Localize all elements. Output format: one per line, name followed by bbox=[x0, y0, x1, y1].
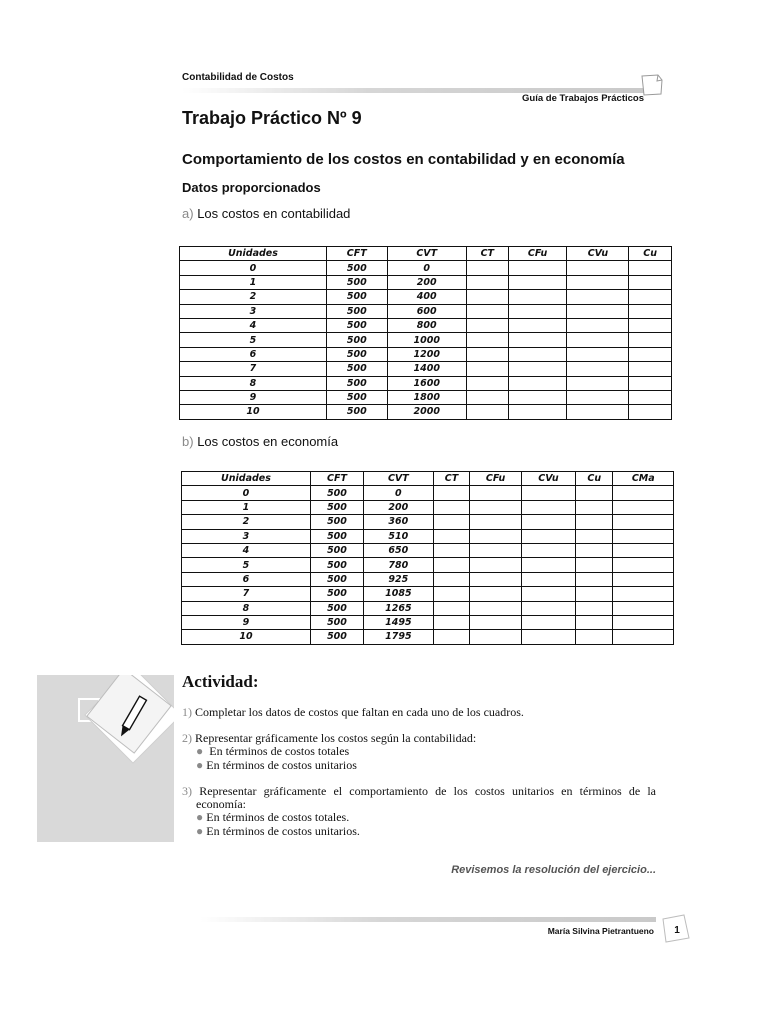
table-cell bbox=[613, 615, 674, 629]
table-row bbox=[182, 587, 674, 601]
table-cell bbox=[521, 558, 575, 572]
table-cell bbox=[521, 587, 575, 601]
table-cell: 4 bbox=[182, 543, 311, 557]
table-cell bbox=[576, 572, 613, 586]
table-cell: 2 bbox=[180, 290, 327, 304]
table-cell bbox=[521, 486, 575, 500]
table-cell: 9 bbox=[180, 390, 327, 404]
table-cell: 500 bbox=[326, 376, 387, 390]
table-cell bbox=[613, 558, 674, 572]
table-cell bbox=[466, 290, 508, 304]
table-cell: 9 bbox=[182, 615, 311, 629]
table-row bbox=[182, 558, 674, 572]
table-cell bbox=[613, 587, 674, 601]
table-cell bbox=[613, 515, 674, 529]
table-cell: 500 bbox=[326, 275, 387, 289]
table-cell: 7 bbox=[182, 587, 311, 601]
table-cell bbox=[576, 587, 613, 601]
table-cell bbox=[508, 376, 567, 390]
table-cell bbox=[433, 601, 470, 615]
table-cell bbox=[521, 500, 575, 514]
column-header: Unidades bbox=[180, 247, 327, 261]
table-cell: 500 bbox=[310, 500, 363, 514]
table-cell: 1795 bbox=[364, 630, 434, 644]
table-cell bbox=[433, 486, 470, 500]
table-cell: 5 bbox=[180, 333, 327, 347]
table-cell bbox=[629, 333, 672, 347]
table-cell bbox=[433, 529, 470, 543]
table-header-row bbox=[182, 472, 674, 486]
table-cell: 3 bbox=[180, 304, 327, 318]
table-cell bbox=[466, 333, 508, 347]
table-cell bbox=[613, 543, 674, 557]
column-header: CVT bbox=[387, 247, 466, 261]
table-cell bbox=[521, 543, 575, 557]
table-row bbox=[180, 275, 672, 289]
table-row bbox=[180, 290, 672, 304]
table-cell bbox=[629, 304, 672, 318]
bullet-icon: ● bbox=[196, 810, 204, 824]
table-cell bbox=[613, 500, 674, 514]
table-cell: 5 bbox=[182, 558, 311, 572]
table-cell bbox=[567, 405, 629, 419]
section-heading-datos: Datos proporcionados bbox=[182, 180, 321, 195]
table-cell bbox=[567, 333, 629, 347]
table-cell: 10 bbox=[180, 405, 327, 419]
table-cell bbox=[508, 290, 567, 304]
table-cell: 8 bbox=[180, 376, 327, 390]
table-cell bbox=[576, 630, 613, 644]
list-item: ● En términos de costos unitarios bbox=[196, 758, 357, 772]
table-cell: 7 bbox=[180, 362, 327, 376]
table-row bbox=[182, 500, 674, 514]
table-cell bbox=[629, 347, 672, 361]
table-economia bbox=[181, 471, 674, 645]
table-cell: 500 bbox=[310, 601, 363, 615]
table-cell bbox=[508, 347, 567, 361]
table-cell: 2 bbox=[182, 515, 311, 529]
table-cell bbox=[470, 500, 522, 514]
table-cell: 0 bbox=[387, 261, 466, 275]
table-cell bbox=[433, 587, 470, 601]
table-cell: 1 bbox=[182, 500, 311, 514]
page-subtitle: Comportamiento de los costos en contabilidad y en economía bbox=[182, 151, 625, 168]
table-cell: 500 bbox=[326, 347, 387, 361]
table-cell bbox=[466, 275, 508, 289]
column-header: CFT bbox=[326, 247, 387, 261]
table-cell: 1000 bbox=[387, 333, 466, 347]
table-cell bbox=[629, 290, 672, 304]
table-cell bbox=[629, 405, 672, 419]
table-cell: 500 bbox=[326, 362, 387, 376]
section-b-text: Los costos en economía bbox=[197, 434, 339, 449]
table-row bbox=[180, 405, 672, 419]
bullet-icon: ● bbox=[196, 758, 204, 772]
pencil-paper-icon bbox=[37, 675, 174, 842]
table-cell bbox=[433, 515, 470, 529]
table-cell: 200 bbox=[364, 500, 434, 514]
bullet-icon: ● bbox=[196, 824, 204, 838]
list-item: ● En términos de costos totales bbox=[196, 744, 350, 758]
table-cell bbox=[629, 318, 672, 332]
section-b-letter: b) bbox=[182, 434, 194, 449]
table-cell bbox=[567, 304, 629, 318]
activity-item-3 bbox=[182, 784, 656, 799]
header-guide-title: Guía de Trabajos Prácticos bbox=[522, 93, 644, 104]
activity-title: Actividad: bbox=[182, 672, 259, 691]
table-cell bbox=[470, 615, 522, 629]
table-cell: 500 bbox=[310, 615, 363, 629]
table-cell bbox=[613, 572, 674, 586]
table-cell bbox=[466, 405, 508, 419]
table-cell bbox=[567, 376, 629, 390]
table-cell bbox=[508, 405, 567, 419]
table-cell: 500 bbox=[310, 529, 363, 543]
table-cell bbox=[613, 529, 674, 543]
table-cell bbox=[567, 318, 629, 332]
table-cell: 200 bbox=[387, 275, 466, 289]
table-cell bbox=[433, 500, 470, 514]
column-header: CVT bbox=[364, 472, 434, 486]
table-cell bbox=[466, 318, 508, 332]
activity-item-3-number: 3) bbox=[182, 784, 192, 798]
table-cell bbox=[629, 275, 672, 289]
table-cell bbox=[567, 362, 629, 376]
table-cell bbox=[613, 486, 674, 500]
table-row bbox=[182, 601, 674, 615]
column-header: CFu bbox=[508, 247, 567, 261]
activity-item-3-continuation: economía: bbox=[196, 797, 246, 811]
table-row bbox=[180, 347, 672, 361]
table-cell bbox=[470, 543, 522, 557]
list-item: ● En términos de costos totales. bbox=[196, 810, 350, 824]
table-cell bbox=[576, 615, 613, 629]
table-cell: 780 bbox=[364, 558, 434, 572]
table-cell bbox=[470, 572, 522, 586]
table-cell: 500 bbox=[326, 333, 387, 347]
activity-item-3-text: Representar gráficamente el comportamiento de los costos unitarios en términos de la bbox=[199, 784, 657, 798]
table-cell bbox=[521, 572, 575, 586]
column-header: CVu bbox=[521, 472, 575, 486]
table-cell: 800 bbox=[387, 318, 466, 332]
table-cell bbox=[433, 558, 470, 572]
table-row bbox=[182, 572, 674, 586]
table-cell bbox=[466, 347, 508, 361]
table-row bbox=[182, 515, 674, 529]
table-cell bbox=[521, 615, 575, 629]
table-cell: 600 bbox=[387, 304, 466, 318]
table-header-row bbox=[180, 247, 672, 261]
table-cell: 500 bbox=[310, 630, 363, 644]
table-cell bbox=[576, 601, 613, 615]
column-header: Cu bbox=[576, 472, 613, 486]
table-cell bbox=[576, 515, 613, 529]
table-cell bbox=[470, 486, 522, 500]
table-cell bbox=[470, 587, 522, 601]
activity-item-1 bbox=[182, 705, 524, 720]
table-cell bbox=[466, 376, 508, 390]
page-title: Trabajo Práctico Nº 9 bbox=[182, 108, 362, 128]
table-cell: 500 bbox=[326, 318, 387, 332]
activity-item-1-number: 1) bbox=[182, 705, 192, 719]
table-cell bbox=[567, 290, 629, 304]
table-cell: 0 bbox=[180, 261, 327, 275]
table-cell bbox=[466, 261, 508, 275]
activity-sidebar-box bbox=[37, 675, 174, 842]
table-cell bbox=[629, 376, 672, 390]
table-cell bbox=[470, 515, 522, 529]
column-header: CVu bbox=[567, 247, 629, 261]
table-cell bbox=[521, 529, 575, 543]
table-cell: 500 bbox=[326, 304, 387, 318]
table-cell: 510 bbox=[364, 529, 434, 543]
table-row bbox=[180, 390, 672, 404]
table-cell: 500 bbox=[310, 515, 363, 529]
table-cell bbox=[466, 362, 508, 376]
table-cell: 500 bbox=[326, 261, 387, 275]
table-cell: 6 bbox=[182, 572, 311, 586]
table-cell: 500 bbox=[326, 290, 387, 304]
table-cell bbox=[433, 543, 470, 557]
bullet-icon: ● bbox=[196, 744, 204, 758]
table-cell bbox=[629, 390, 672, 404]
table-cell: 1200 bbox=[387, 347, 466, 361]
table-cell: 1800 bbox=[387, 390, 466, 404]
table-cell: 10 bbox=[182, 630, 311, 644]
table-cell: 500 bbox=[326, 405, 387, 419]
activity-item-2-number: 2) bbox=[182, 731, 192, 745]
table-cell bbox=[521, 630, 575, 644]
table-row bbox=[182, 529, 674, 543]
table-cell bbox=[470, 630, 522, 644]
table-row bbox=[182, 543, 674, 557]
list-item: ● En términos de costos unitarios. bbox=[196, 824, 360, 838]
table-cell: 500 bbox=[310, 543, 363, 557]
table-cell: 3 bbox=[182, 529, 311, 543]
table-cell: 500 bbox=[310, 587, 363, 601]
table-row bbox=[182, 615, 674, 629]
column-header: CT bbox=[433, 472, 470, 486]
table-cell: 4 bbox=[180, 318, 327, 332]
table-cell bbox=[433, 615, 470, 629]
table-cell: 500 bbox=[326, 390, 387, 404]
activity-item-2-text: Representar gráficamente los costos según la contabilidad: bbox=[195, 731, 477, 745]
table-cell bbox=[613, 630, 674, 644]
table-cell bbox=[521, 601, 575, 615]
table-cell bbox=[613, 601, 674, 615]
table-cell: 400 bbox=[387, 290, 466, 304]
section-b-label bbox=[182, 434, 338, 449]
table-cell bbox=[508, 304, 567, 318]
table-cell: 925 bbox=[364, 572, 434, 586]
table-cell bbox=[576, 543, 613, 557]
table-cell bbox=[508, 318, 567, 332]
table-cell bbox=[567, 261, 629, 275]
table-cell: 1 bbox=[180, 275, 327, 289]
table-cell bbox=[433, 572, 470, 586]
table-row bbox=[180, 376, 672, 390]
table-row bbox=[180, 318, 672, 332]
page-number: 1 bbox=[674, 925, 680, 936]
table-cell bbox=[521, 515, 575, 529]
table-cell bbox=[567, 390, 629, 404]
column-header: CFT bbox=[310, 472, 363, 486]
table-cell bbox=[576, 500, 613, 514]
column-header: CFu bbox=[470, 472, 522, 486]
table-row bbox=[182, 630, 674, 644]
review-link-text: Revisemos la resolución del ejercicio... bbox=[451, 864, 656, 876]
table-contabilidad bbox=[179, 246, 672, 420]
column-header: CT bbox=[466, 247, 508, 261]
page-corner-icon bbox=[640, 74, 664, 96]
table-cell bbox=[567, 275, 629, 289]
table-cell bbox=[466, 304, 508, 318]
column-header: CMa bbox=[613, 472, 674, 486]
activity-item-1-text: Completar los datos de costos que faltan en cada uno de los cuadros. bbox=[195, 705, 524, 719]
table-row bbox=[182, 486, 674, 500]
table-cell: 500 bbox=[310, 558, 363, 572]
table-cell: 360 bbox=[364, 515, 434, 529]
table-cell bbox=[576, 529, 613, 543]
table-cell: 1600 bbox=[387, 376, 466, 390]
table-cell: 1085 bbox=[364, 587, 434, 601]
table-cell: 0 bbox=[364, 486, 434, 500]
table-cell bbox=[470, 558, 522, 572]
table-cell bbox=[508, 261, 567, 275]
section-a-letter: a) bbox=[182, 206, 194, 221]
header-course-title: Contabilidad de Costos bbox=[182, 72, 294, 83]
column-header: Unidades bbox=[182, 472, 311, 486]
table-cell: 8 bbox=[182, 601, 311, 615]
table-cell: 1265 bbox=[364, 601, 434, 615]
table-cell: 0 bbox=[182, 486, 311, 500]
table-cell: 2000 bbox=[387, 405, 466, 419]
table-cell: 1495 bbox=[364, 615, 434, 629]
section-a-label bbox=[182, 206, 350, 221]
table-row bbox=[180, 333, 672, 347]
table-cell: 500 bbox=[310, 572, 363, 586]
table-cell bbox=[629, 362, 672, 376]
table-cell bbox=[508, 390, 567, 404]
table-row bbox=[180, 261, 672, 275]
table-cell: 650 bbox=[364, 543, 434, 557]
table-cell bbox=[576, 558, 613, 572]
footer-author: María Silvina Pietrantueno bbox=[547, 926, 654, 936]
section-a-text: Los costos en contabilidad bbox=[197, 206, 351, 221]
table-cell: 1400 bbox=[387, 362, 466, 376]
table-cell bbox=[508, 362, 567, 376]
table-cell bbox=[508, 333, 567, 347]
column-header: Cu bbox=[629, 247, 672, 261]
table-cell bbox=[433, 630, 470, 644]
table-cell: 6 bbox=[180, 347, 327, 361]
table-cell bbox=[466, 390, 508, 404]
table-row bbox=[180, 362, 672, 376]
table-cell bbox=[508, 275, 567, 289]
footer-rule bbox=[200, 917, 656, 922]
table-cell: 500 bbox=[310, 486, 363, 500]
table-cell bbox=[576, 486, 613, 500]
table-cell bbox=[567, 347, 629, 361]
table-cell bbox=[629, 261, 672, 275]
table-row bbox=[180, 304, 672, 318]
table-cell bbox=[470, 601, 522, 615]
table-cell bbox=[470, 529, 522, 543]
